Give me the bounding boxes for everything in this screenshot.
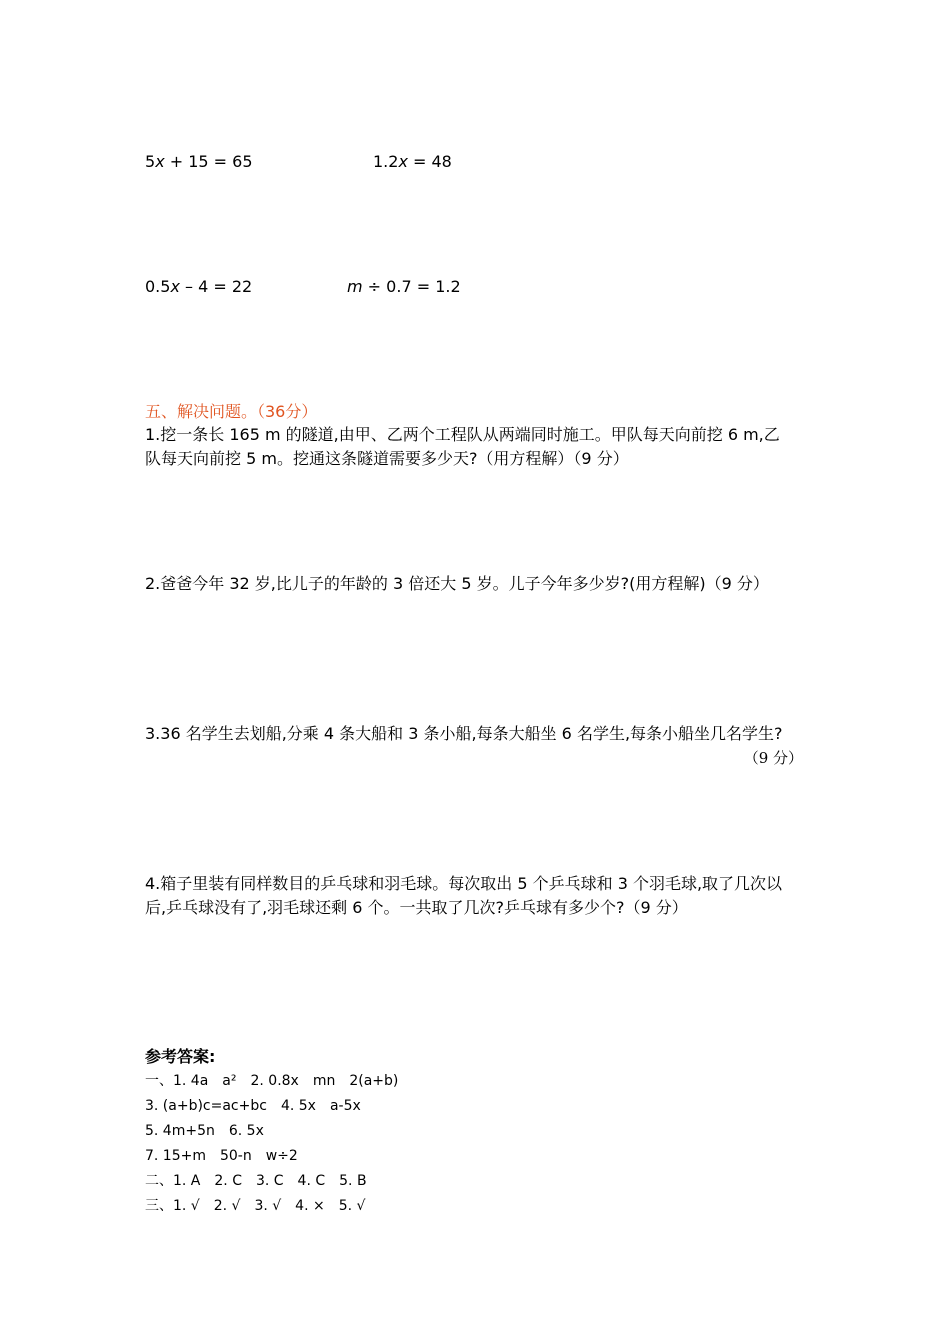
equation-1: 5x + 15 = 65 [145, 152, 253, 171]
problem-1-line-2: 队每天向前挖 5 m。挖通这条隧道需要多少天?（用方程解）（9 分） [145, 449, 629, 468]
problem-4 [145, 872, 803, 920]
problem-3-score: （9 分） [743, 749, 803, 767]
problem-4-line-1: 4.箱子里装有同样数目的乒乓球和羽毛球。每次取出 5 个乒乓球和 3 个羽毛球,取了几次以 [145, 874, 783, 893]
problem-4-line-2: 后,乒乓球没有了,羽毛球还剩 6 个。一共取了几次?乒乓球有多少个?（9 分） [145, 898, 688, 917]
answers-line-5: 二、1. A 2. C 3. C 4. C 5. B [145, 1173, 367, 1189]
problem-1 [145, 423, 803, 471]
section-five-title: 五、解决问题。（36分） [145, 402, 318, 421]
problem-2-line-1: 2.爸爸今年 32 岁,比儿子的年龄的 3 倍还大 5 岁。儿子今年多少岁?(用方程解)（9 分） [145, 574, 769, 593]
answers-line-4: 7. 15+m 50-n w÷2 [145, 1148, 298, 1164]
problem-2 [145, 572, 803, 596]
problem-1-line-1: 1.挖一条长 165 m 的隧道,由甲、乙两个工程队从两端同时施工。甲队每天向前挖 6 m,乙 [145, 425, 780, 444]
answers-line-6: 三、1. √ 2. √ 3. √ 4. × 5. √ [145, 1198, 366, 1214]
answers-title: 参考答案: [145, 1047, 216, 1066]
problem-3-line-1: 3.36 名学生去划船,分乘 4 条大船和 3 条小船,每条大船坐 6 名学生,每条小船坐几名学生? [145, 724, 783, 743]
answers-line-3: 5. 4m+5n 6. 5x [145, 1123, 264, 1139]
problem-3 [145, 722, 803, 770]
equation-3: 0.5x – 4 = 22 [145, 277, 253, 296]
answers-line-2: 3. (a+b)c=ac+bc 4. 5x a-5x [145, 1098, 361, 1114]
equation-4: m ÷ 0.7 = 1.2 [347, 277, 461, 296]
equation-2: 1.2x = 48 [373, 152, 452, 171]
answers-line-1: 一、1. 4a a² 2. 0.8x mn 2(a+b) [145, 1073, 399, 1089]
